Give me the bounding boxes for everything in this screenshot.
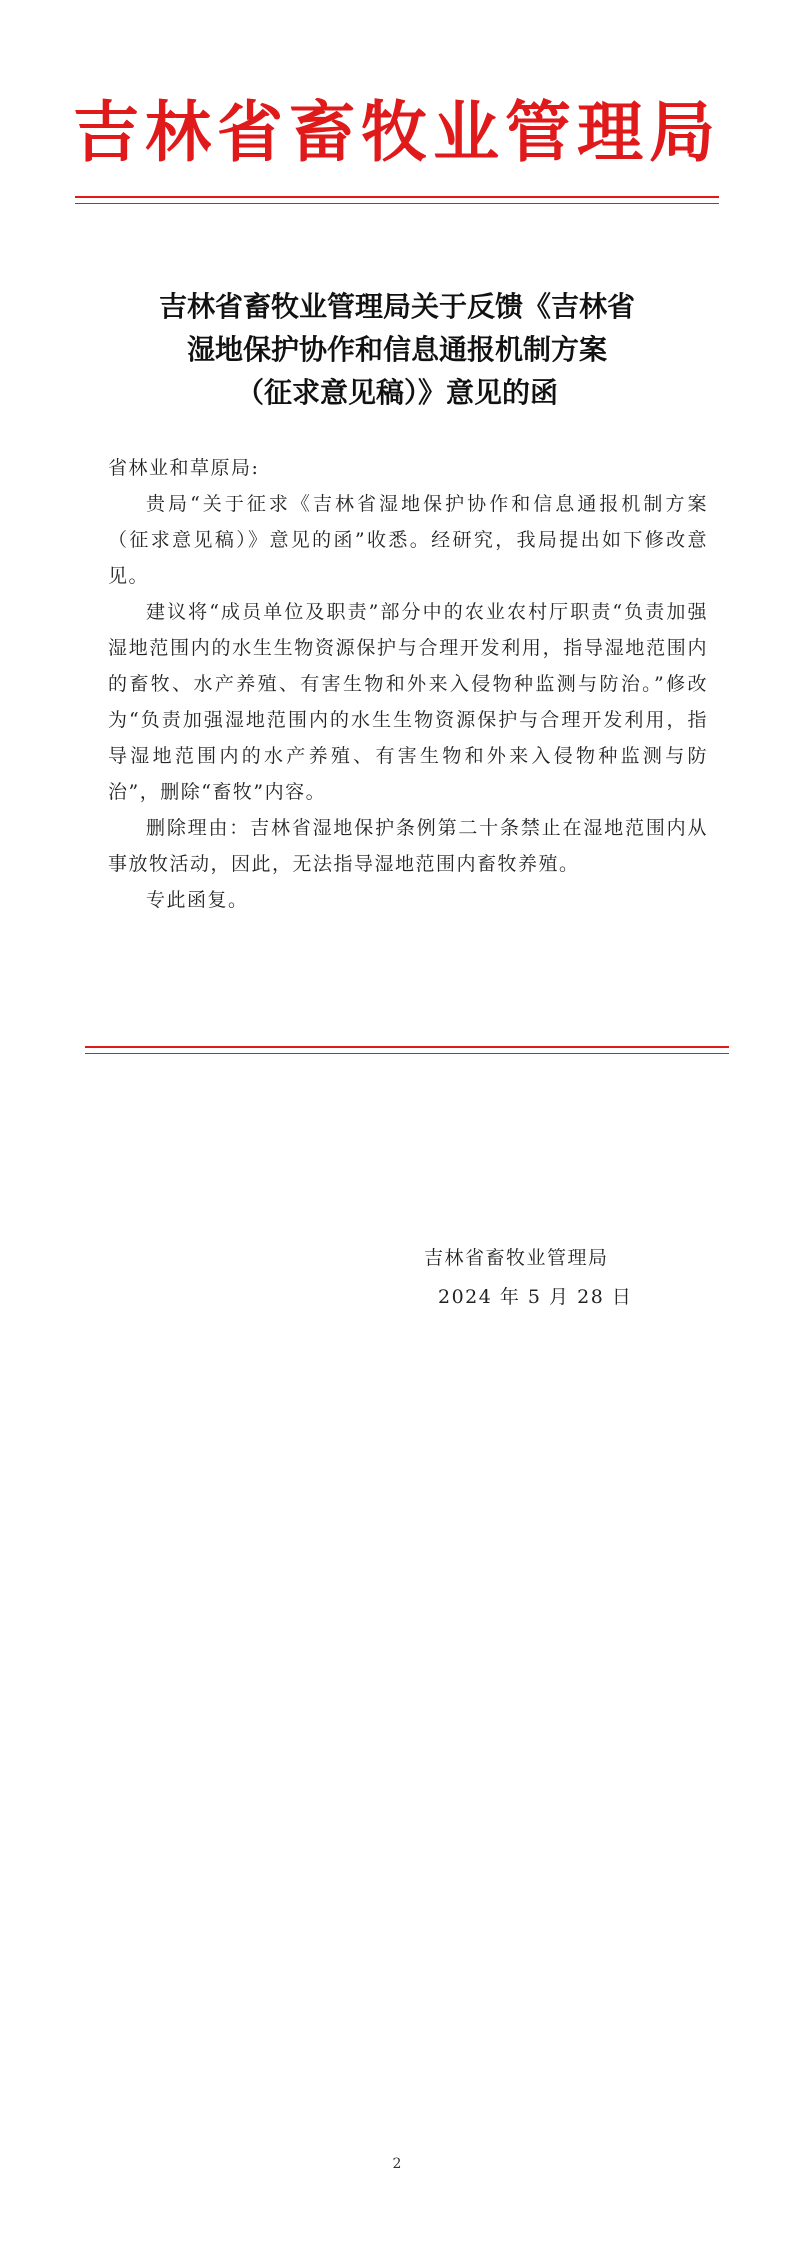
header-rule-thin	[75, 203, 719, 204]
letterhead-org-name: 吉林省畜牧业管理局	[73, 94, 721, 171]
recipient: 省林业和草原局:	[108, 457, 260, 479]
body-rule-thin	[85, 1053, 729, 1054]
body-rule-thick	[85, 1046, 729, 1048]
title-line-2: 湿地保护协作和信息通报机制方案	[186, 333, 607, 366]
body-paragraph-1: 贵局“关于征求《吉林省湿地保护协作和信息通报机制方案（征求意见稿）》意见的函”收悉。经研究，我局提出如下修改意见。	[108, 493, 708, 587]
body-paragraph-4: 专此函复。	[146, 889, 249, 911]
letter-body	[108, 450, 708, 918]
signature-org: 吉林省畜牧业管理局	[424, 1247, 609, 1269]
signature-date: 2024 年 5 月 28 日	[438, 1286, 633, 1308]
title-line-1: 吉林省畜牧业管理局关于反馈《吉林省	[158, 290, 635, 323]
header-rule-thick	[75, 196, 719, 198]
body-paragraph-3: 删除理由：吉林省湿地保护条例第二十条禁止在湿地范围内从事放牧活动，因此，无法指导湿地范围内畜牧养殖。	[108, 817, 708, 875]
title-line-3: （征求意见稿）》意见的函	[235, 376, 558, 409]
body-paragraph-2: 建议将“成员单位及职责”部分中的农业农村厅职责“负责加强湿地范围内的水生生物资源保护与合理开发利用，指导湿地范围内的畜牧、水产养殖、有害生物和外来入侵物种监测与防治。”修改为“负责加强湿地范围内的水生生物资源保护与合理开发利用，指导湿地范围内的水产养殖、有害生物和外来入侵物种监测与防治”，删除“畜牧”内容。	[108, 601, 708, 803]
page-number: 2	[392, 2156, 402, 2172]
